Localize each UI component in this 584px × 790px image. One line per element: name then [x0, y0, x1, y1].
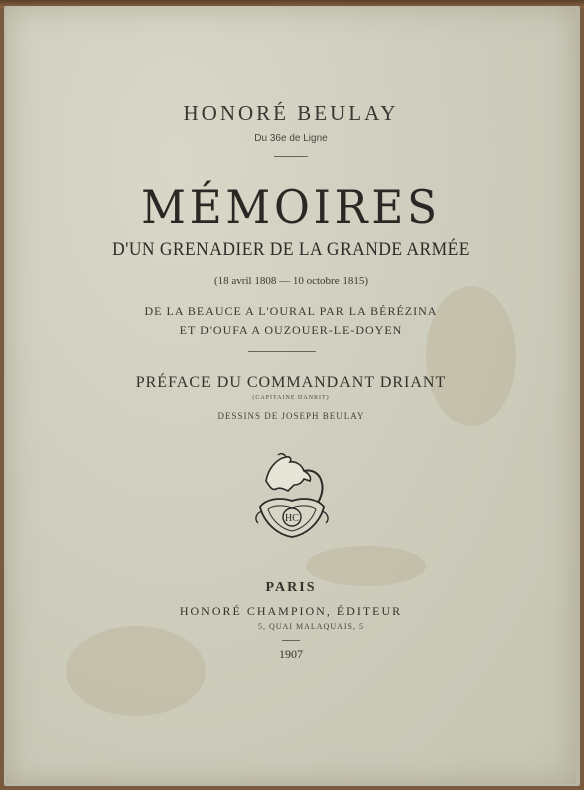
preface-note: (CAPITAINE DANRIT)	[252, 395, 330, 401]
paper-stain	[66, 626, 206, 716]
author-regiment: Du 36e de Ligne	[254, 133, 328, 144]
author-name: HONORÉ BEULAY	[183, 101, 399, 125]
publisher-name: HONORÉ CHAMPION, ÉDITEUR	[179, 604, 403, 618]
publication-year: 1907	[279, 647, 303, 661]
illustrations-credit: DESSINS DE JOSEPH BEULAY	[217, 411, 365, 421]
divider	[282, 640, 300, 641]
emblem-initials: HC	[285, 513, 299, 524]
book-title: MÉMOIRES	[141, 180, 441, 234]
route-line-1: DE LA BEAUCE A L'OURAL PAR LA BÉRÉZINA	[144, 304, 438, 318]
divider	[248, 351, 316, 352]
date-range: (18 avril 1808 — 10 octobre 1815)	[214, 275, 368, 287]
publisher-horse-crest-icon	[246, 451, 338, 543]
preface-credit: PRÉFACE DU COMMANDANT DRIANT	[135, 374, 447, 391]
book-cover	[6, 6, 576, 784]
book-subtitle: D'UN GRENADIER DE LA GRANDE ARMÉE	[112, 239, 470, 260]
publisher-address: 5, QUAI MALAQUAIS, 5	[258, 622, 364, 631]
divider	[274, 156, 308, 157]
route-line-2: ET D'OUFA A OUZOUER-LE-DOYEN	[179, 323, 403, 337]
publication-city: PARIS	[265, 580, 317, 595]
